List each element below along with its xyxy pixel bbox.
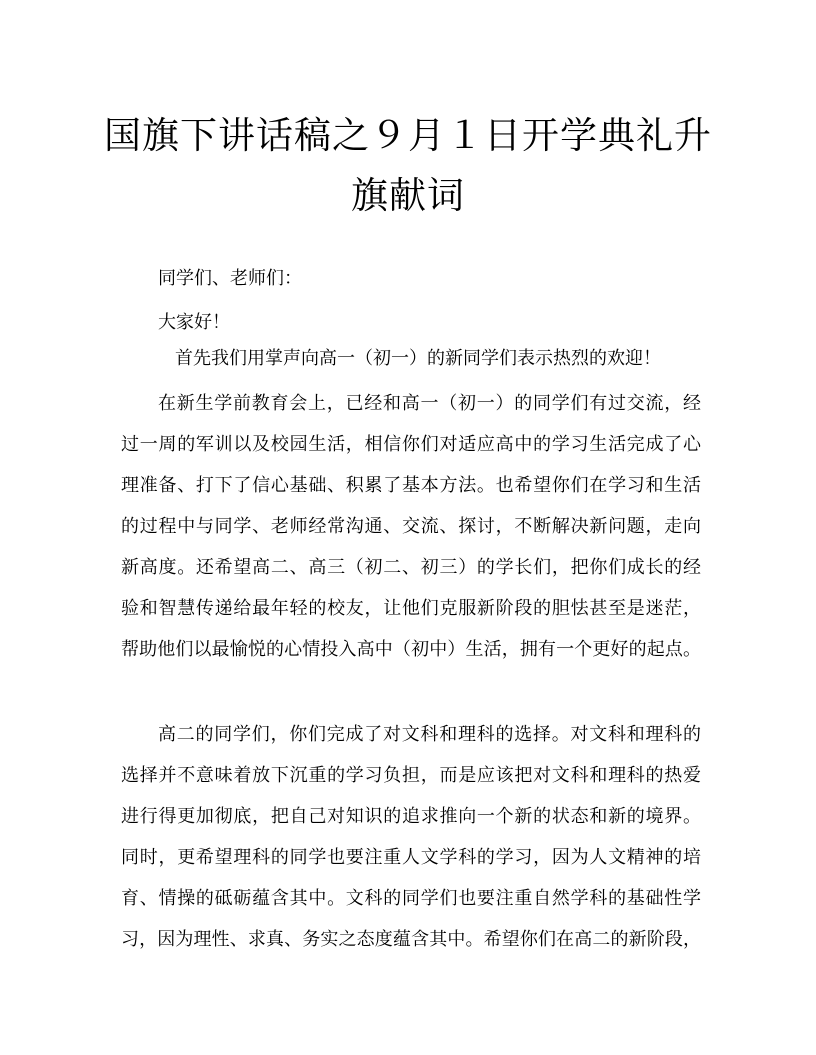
paragraph-3-line: 高二的同学们，你们完成了对文科和理科的选择。对文科和理科的: [158, 724, 701, 745]
paragraph-3-line: 选择并不意味着放下沉重的学习负担，而是应该把对文科和理科的热爱: [121, 765, 701, 786]
paragraph-2-line: 在新生学前教育会上，已经和高一（初一）的同学们有过交流，经: [158, 393, 701, 414]
paragraph-3-line: 进行得更加彻底，把自己对知识的追求推向一个新的状态和新的境界。: [121, 806, 701, 827]
paragraph-3-line: 习，因为理性、求真、务实之态度蕴含其中。希望你们在高二的新阶段，: [121, 929, 701, 950]
greeting: 大家好！: [158, 312, 230, 333]
paragraph-2-line: 新高度。还希望高二、高三（初二、初三）的学长们，把你们成长的经: [121, 557, 701, 578]
paragraph-3-line: 同时，更希望理科的同学也要注重人文学科的学习，因为人文精神的培: [121, 847, 701, 868]
salutation: 同学们、老师们：: [158, 268, 302, 289]
paragraph-2-line: 验和智慧传递给最年轻的校友，让他们克服新阶段的胆怯甚至是迷茫，: [121, 598, 701, 619]
paragraph-1: 首先我们用掌声向高一（初一）的新同学们表示热烈的欢迎！: [175, 348, 661, 369]
paragraph-3-line: 育、情操的砥砺蕴含其中。文科的同学们也要注重自然学科的基础性学: [121, 888, 701, 909]
paragraph-2-line: 理准备、打下了信心基础、积累了基本方法。也希望你们在学习和生活: [121, 475, 701, 496]
paragraph-2-line: 过一周的军训以及校园生活，相信你们对适应高中的学习生活完成了心: [121, 434, 701, 455]
paragraph-2-line: 帮助他们以最愉悦的心情投入高中（初中）生活，拥有一个更好的起点。: [121, 639, 701, 660]
document-title-line-2: 旗献词: [351, 174, 465, 217]
paragraph-2-line: 的过程中与同学、老师经常沟通、交流、探讨，不断解决新问题，走向: [121, 516, 701, 537]
document-title-line-1: 国旗下讲话稿之９月１日开学典礼升: [104, 114, 712, 157]
